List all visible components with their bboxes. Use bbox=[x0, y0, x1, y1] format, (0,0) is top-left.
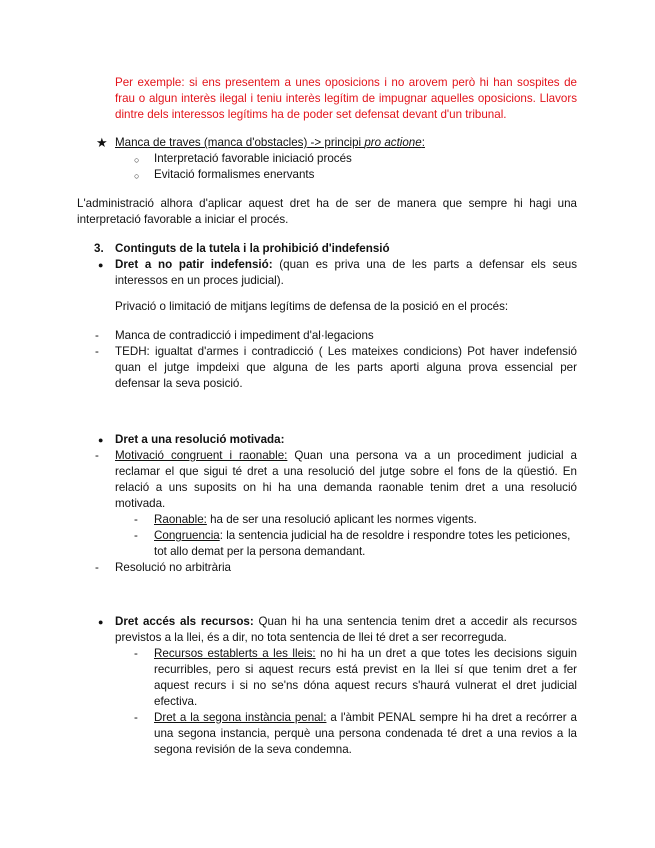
motivacio-line-1 bbox=[115, 448, 577, 464]
segona-line-1 bbox=[154, 710, 577, 726]
recursos-heading: Dret accés als recursos: bbox=[115, 615, 254, 628]
recursos-line-2: previstos a la llei, és a dir, no tota sentencia de llei té dret a ser recorreguda. bbox=[115, 631, 507, 644]
establerts-label: Recursos establerts a les lleis: bbox=[154, 647, 316, 660]
section-number: 3. bbox=[94, 242, 104, 255]
motivacio-line-2: reclamar el que sigui té dret a una resolució del jutge sobre el fons de la qüestió. En bbox=[115, 465, 577, 478]
bullet-icon: ● bbox=[98, 435, 104, 445]
motivacio-line-3: relació a uns suposits on hi ha una demanda raonable tenim dret a una resolució bbox=[115, 481, 577, 494]
motivacio-label: Motivació congruent i raonable: bbox=[115, 449, 288, 462]
congruencia-label: Congruencia bbox=[154, 529, 220, 542]
bullet-icon: ● bbox=[98, 617, 104, 627]
no-indefensio-line-1 bbox=[115, 257, 577, 273]
circle-bullet-icon: ○ bbox=[134, 155, 140, 165]
segona-label: Dret a la segona instància penal: bbox=[154, 711, 327, 724]
no-indefensio-text: (quan es priva una de les parts a defensar els seus bbox=[272, 258, 577, 271]
congruencia-line-2: tot allo demat per la persona demandant. bbox=[154, 545, 366, 558]
privacio-text: Privació o limitació de mitjans legítims de defensa de la posició en el procés: bbox=[115, 300, 509, 313]
congruencia-text: : la sentencia judicial ha de resoldre i respondre totes les peticiones, bbox=[219, 529, 571, 542]
no-indefensio-line-2: interessos en un proces judicial). bbox=[115, 274, 284, 287]
admin-paragraph-line-2: interpretació favorable a iniciar el procés. bbox=[77, 213, 289, 226]
recursos-text: Quan hi ha una sentencia tenim dret a accedir als recursos bbox=[253, 615, 577, 628]
traves-arrow: -> principi bbox=[307, 136, 365, 149]
segona-text: a l'àmbit PENAL sempre hi ha dret a recórrer a bbox=[326, 711, 577, 724]
dash-bullet-icon: - bbox=[95, 561, 99, 574]
section-title: Continguts de la tutela i la prohibició d'indefensió bbox=[115, 242, 390, 255]
bullet-icon: ● bbox=[98, 260, 104, 270]
dash-bullet-icon: - bbox=[134, 711, 138, 724]
motivacio-line-4: motivada. bbox=[115, 497, 166, 510]
dash-bullet-icon: - bbox=[95, 449, 99, 462]
traves-colon: : bbox=[421, 136, 425, 149]
no-indefensio-heading: Dret a no patir indefensió: bbox=[115, 258, 273, 271]
dash-item: TEDH: igualtat d'armes i contradicció ( Les mateixes condicions) Pot haver indefensió bbox=[115, 345, 577, 358]
dash-bullet-icon: - bbox=[134, 647, 138, 660]
dash-item: Manca de contradicció i impediment d'al·legacions bbox=[115, 329, 374, 342]
traves-line bbox=[115, 135, 425, 151]
example-line-1: Per exemple: si ens presentem a unes oposicions i no arovem però hi han sospites de bbox=[115, 76, 577, 89]
recursos-line-1 bbox=[115, 614, 577, 630]
traves-label: Manca de traves (manca d'obstacles) bbox=[115, 136, 308, 149]
dash-bullet-icon: - bbox=[95, 329, 99, 342]
congruencia-line-1 bbox=[154, 528, 570, 544]
example-line-3: dintre dels interessos legítims ha de poder set defensat devant d'un tribunal. bbox=[115, 108, 507, 121]
no-arbitraria: Resolució no arbitrària bbox=[115, 561, 231, 574]
establerts-line-3: aquest recurs i si no se'ns dóna aquest recurs s'haurá vulnerat el dret judicial bbox=[154, 679, 577, 692]
dash-item-cont: quan el jutge impdeixi que alguna de les parts aporti alguna prova essencial per bbox=[115, 361, 577, 374]
establerts-line-1 bbox=[154, 646, 577, 662]
segona-line-2: una segona instancia, perquè una persona condenada té dret a una revios a la bbox=[154, 727, 577, 740]
dash-bullet-icon: - bbox=[134, 513, 138, 526]
dash-item-cont: defensar la seva posició. bbox=[115, 377, 243, 390]
raonable-text: ha de ser una resolució aplicant les normes vigents. bbox=[206, 513, 477, 526]
raonable-label: Raonable: bbox=[154, 513, 207, 526]
segona-line-3: segona revisión de la seva condemna. bbox=[154, 743, 352, 756]
traves-principle: pro actione bbox=[364, 136, 422, 149]
circle-bullet-icon: ○ bbox=[134, 171, 140, 181]
motivacio-text: Quan una persona va a un procediment judicial a bbox=[287, 449, 577, 462]
example-line-2: frau o algun interès ilegal i teniu interès legítim de impugnar aquelles oposicions. Llavors bbox=[115, 92, 577, 105]
dash-bullet-icon: - bbox=[134, 529, 138, 542]
admin-paragraph-line-1: L'administració alhora d'aplicar aquest dret ha de ser de manera que sempre hi hagi una bbox=[77, 197, 577, 210]
establerts-line-2: recurribles, pero si aquest recurs está previst en la llei sí que tenim dret a fer bbox=[154, 663, 577, 676]
star-bullet-icon: ★ bbox=[96, 135, 108, 150]
dash-bullet-icon: - bbox=[95, 345, 99, 358]
establerts-text: no hi ha un dret a que totes les decisions siguin bbox=[315, 647, 577, 660]
raonable-line bbox=[154, 512, 477, 528]
traves-subitem: Evitació formalismes enervants bbox=[154, 168, 315, 181]
resolucio-heading: Dret a una resolució motivada: bbox=[115, 433, 285, 446]
establerts-line-4: efectiva. bbox=[154, 695, 198, 708]
traves-subitem: Interpretació favorable iniciació procés bbox=[154, 152, 352, 165]
